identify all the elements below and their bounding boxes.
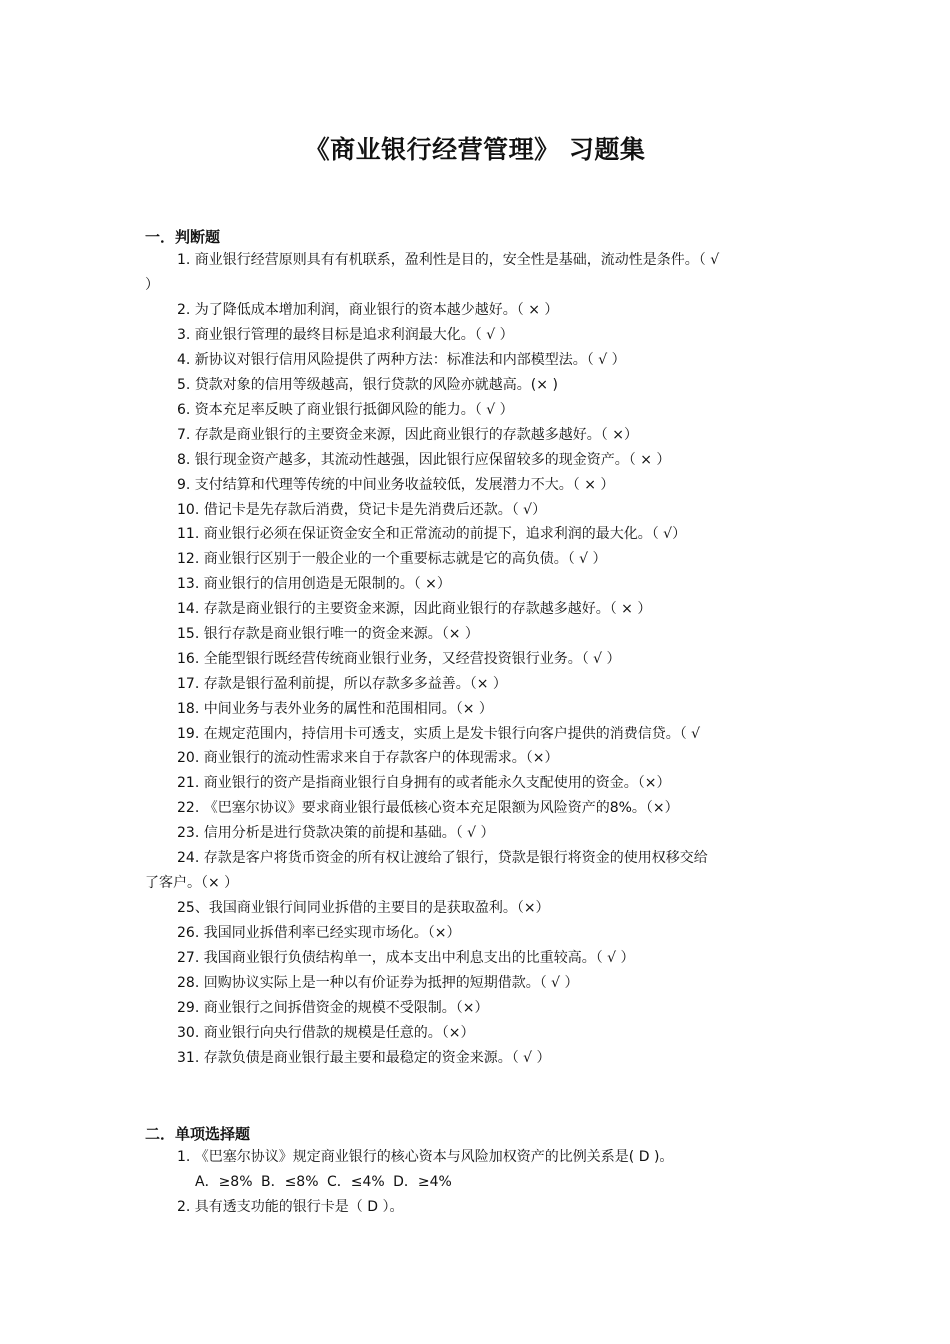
- judgment-item-27: 27. 我国商业银行负债结构单一，成本支出中利息支出的比重较高。（ √ ）: [177, 950, 635, 966]
- judgment-item-16: 16. 全能型银行既经营传统商业银行业务，又经营投资银行业务。（ √ ）: [177, 651, 621, 667]
- judgment-item-21: 21. 商业银行的资产是指商业银行自身拥有的或者能永久支配使用的资金。（×）: [177, 775, 671, 791]
- judgment-item-11: 11. 商业银行必须在保证资金安全和正常流动的前提下，追求利润的最大化。（ √）: [177, 526, 687, 542]
- judgment-item-14: 14. 存款是商业银行的主要资金来源，因此商业银行的存款越多越好。（ × ）: [177, 601, 652, 617]
- judgment-item-24-continuation: 了客户。（× ）: [145, 875, 239, 891]
- judgment-item-31: 31. 存款负债是商业银行最主要和最稳定的资金来源。（ √ ）: [177, 1050, 551, 1066]
- judgment-item-10: 10. 借记卡是先存款后消费，贷记卡是先消费后还款。（ √）: [177, 502, 547, 518]
- judgment-item-24: 24. 存款是客户将货币资金的所有权让渡给了银行，贷款是银行将资金的使用权移交给: [177, 850, 708, 866]
- judgment-item-25: 25、我国商业银行间同业拆借的主要目的是获取盈利。（×）: [177, 900, 550, 916]
- judgment-item-5: 5. 贷款对象的信用等级越高，银行贷款的风险亦就越高。(× ): [177, 377, 558, 393]
- judgment-item-26: 26. 我国同业拆借利率已经实现市场化。（×）: [177, 925, 461, 941]
- judgment-item-30: 30. 商业银行向央行借款的规模是任意的。（×）: [177, 1025, 475, 1041]
- judgment-item-20: 20. 商业银行的流动性需求来自于存款客户的体现需求。（×）: [177, 750, 559, 766]
- document-title: 《商业银行经营管理》 习题集: [304, 135, 646, 164]
- choice-question-1-options: A．≥8% B．≤8% C．≤4% D．≥4%: [195, 1174, 452, 1190]
- judgment-item-1: 1. 商业银行经营原则具有有机联系，盈利性是目的，安全性是基础，流动性是条件。（ √: [177, 252, 720, 268]
- judgment-item-6: 6. 资本充足率反映了商业银行抵御风险的能力。（ √ ）: [177, 402, 514, 418]
- section-heading-single-choice: 二．单项选择题: [145, 1125, 251, 1143]
- judgment-item-7: 7. 存款是商业银行的主要资金来源，因此商业银行的存款越多越好。（ ×）: [177, 427, 638, 443]
- judgment-item-13: 13. 商业银行的信用创造是无限制的。（ ×）: [177, 576, 451, 592]
- judgment-item-23: 23. 信用分析是进行贷款决策的前提和基础。（ √ ）: [177, 825, 495, 841]
- judgment-item-3: 3. 商业银行管理的最终目标是追求利润最大化。（ √ ）: [177, 327, 514, 343]
- judgment-item-22: 22. 《巴塞尔协议》要求商业银行最低核心资本充足限额为风险资产的8%。（×）: [177, 800, 679, 816]
- judgment-item-12: 12. 商业银行区别于一般企业的一个重要标志就是它的高负债。（ √ ）: [177, 551, 607, 567]
- judgment-item-1-continuation: ）: [145, 277, 159, 293]
- judgment-item-15: 15. 银行存款是商业银行唯一的资金来源。（× ）: [177, 626, 479, 642]
- judgment-item-2: 2. 为了降低成本增加利润，商业银行的资本越少越好。（ × ）: [177, 302, 559, 318]
- judgment-item-18: 18. 中间业务与表外业务的属性和范围相同。（× ）: [177, 701, 493, 717]
- judgment-item-29: 29. 商业银行之间拆借资金的规模不受限制。（×）: [177, 1000, 489, 1016]
- choice-question-2: 2. 具有透支功能的银行卡是（ D ）。: [177, 1199, 404, 1215]
- judgment-item-17: 17. 存款是银行盈利前提，所以存款多多益善。（× ）: [177, 676, 507, 692]
- section-heading-judgment: 一．判断题: [145, 228, 221, 246]
- judgment-item-19: 19. 在规定范围内，持信用卡可透支，实质上是发卡银行向客户提供的消费信贷。（ √: [177, 726, 701, 742]
- choice-question-1: 1. 《巴塞尔协议》规定商业银行的核心资本与风险加权资产的比例关系是( D )。: [177, 1149, 674, 1165]
- judgment-item-28: 28. 回购协议实际上是一种以有价证券为抵押的短期借款。（ √ ）: [177, 975, 579, 991]
- judgment-item-8: 8. 银行现金资产越多，其流动性越强，因此银行应保留较多的现金资产。（ × ）: [177, 452, 671, 468]
- judgment-item-9: 9. 支付结算和代理等传统的中间业务收益较低，发展潜力不大。（ × ）: [177, 477, 615, 493]
- judgment-item-4: 4. 新协议对银行信用风险提供了两种方法：标准法和内部模型法。（ √ ）: [177, 352, 626, 368]
